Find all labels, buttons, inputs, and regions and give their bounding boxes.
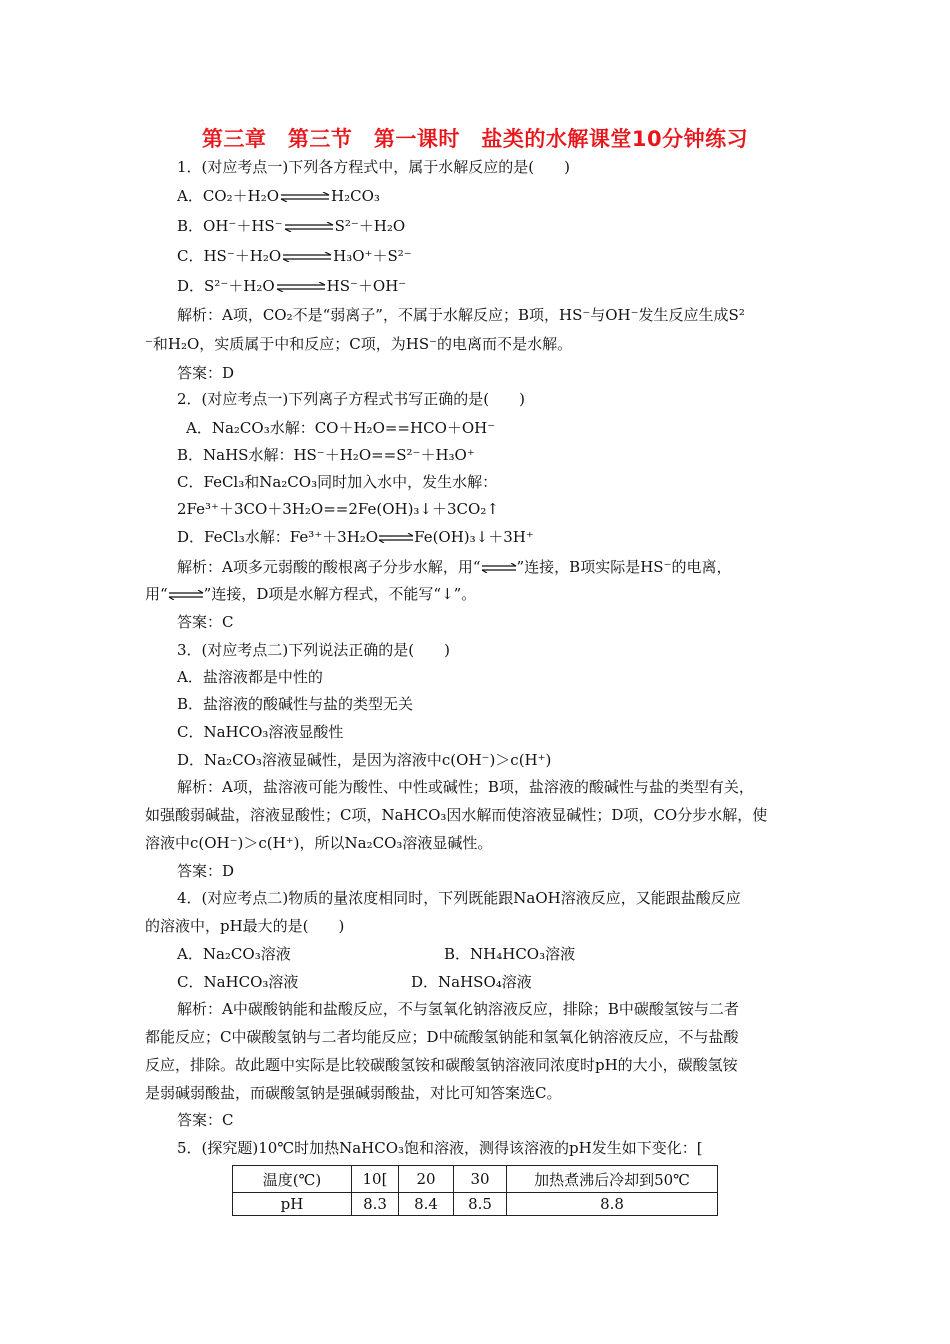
q4-option-a: A．Na₂CO₃溶液 [177,945,291,963]
q2-explanation-line-1 [177,557,731,577]
q2-answer: 答案：C [177,613,234,631]
q1-option-b-right: S²⁻＋H₂O [334,217,406,235]
q3-option-c: C．NaHCO₃溶液显酸性 [177,723,344,741]
q1-option-a [177,186,380,206]
table-header-cell: 10[ [352,1166,399,1193]
q1-option-c [177,246,412,266]
document-title: 第三章 第三节 第一课时 盐类的水解课堂10分钟练习 [201,127,749,151]
q1-option-d-left: D．S²⁻＋H₂O [177,277,275,295]
q2-option-d-right: Fe(OH)₃↓＋3H⁺ [414,528,534,546]
table-header-cell: 加热煮沸后冷却到50℃ [507,1166,718,1193]
q1-option-a-left: A．CO₂＋H₂O [177,187,280,205]
table-row [233,1193,718,1216]
q2-explanation-line-2 [145,584,476,604]
q1-explanation-line-2: ⁻和H₂O，实质属于中和反应；C项，为HS⁻的电离而不是水解。 [145,335,573,353]
q2-option-c-line-2: 2Fe³⁺＋3CO＋3H₂O==2Fe(OH)₃↓＋3CO₂↑ [177,500,499,518]
q2-stem: 2．(对应考点一)下列离子方程式书写正确的是( ) [177,390,525,408]
reversible-arrow-icon [276,282,326,292]
q3-explanation-line-2: 如强酸弱碱盐，溶液显酸性；C项，NaHCO₃因水解而使溶液显碱性；D项，CO分步水解，使 [145,806,768,824]
reversible-arrow-icon [378,533,414,543]
q3-explanation-line-1: 解析：A项，盐溶液可能为酸性、中性或碱性；B项，盐溶液的酸碱性与盐的类型有关， [177,778,754,796]
q2-option-d [177,527,534,547]
q1-answer: 答案：D [177,364,235,382]
q1-option-c-right: H₃O⁺＋S²⁻ [333,247,412,265]
q4-explanation-line-1: 解析：A中碳酸钠能和盐酸反应，不与氢氧化钠溶液反应，排除；B中碳酸氢铵与二者 [177,1000,739,1018]
q1-option-d-right: HS⁻＋OH⁻ [326,277,407,295]
q1-explanation-line-1: 解析：A项，CO₂不是“弱离子”，不属于水解反应；B项，HS⁻与OH⁻发生反应生成S² [177,306,745,324]
reversible-arrow-icon [280,192,330,202]
ph-temperature-table [232,1165,718,1216]
q2-exp1-part-a: 解析：A项多元弱酸的酸根离子分步水解，用“ [177,558,481,576]
table-header-cell: 30 [454,1166,507,1193]
q4-explanation-line-4: 是弱碱弱酸盐，而碳酸氢钠是强碱弱酸盐，对比可知答案选C。 [145,1084,562,1102]
q1-option-d [177,276,406,296]
q4-option-b: B．NH₄HCO₃溶液 [444,945,576,963]
q3-explanation-line-3: 溶液中c(OH⁻)＞c(H⁺)，所以Na₂CO₃溶液显碱性。 [145,834,493,852]
q1-stem: 1．(对应考点一)下列各方程式中，属于水解反应的是( ) [177,158,570,176]
q2-exp2-part-b: ”连接，D项是水解方程式，不能写“↓”。 [203,585,477,603]
q2-exp1-part-b: ”连接，B项实际是HS⁻的电离， [516,558,732,576]
table-cell: 8.8 [507,1193,718,1216]
reversible-arrow-icon [168,590,204,600]
table-header-cell: 20 [399,1166,454,1193]
q4-stem-line-1: 4．(对应考点二)物质的量浓度相同时，下列既能跟NaOH溶液反应，又能跟盐酸反应 [177,889,741,907]
table-header-cell: 温度(℃) [233,1166,352,1193]
q3-option-d: D．Na₂CO₃溶液显碱性，是因为溶液中c(OH⁻)＞c(H⁺) [177,751,552,769]
q4-explanation-line-2: 都能反应；C中碳酸氢钠与二者均能反应；D中硫酸氢钠能和氢氧化钠溶液反应，不与盐酸 [145,1028,739,1046]
q4-option-c: C．NaHCO₃溶液 [177,973,299,991]
q2-option-d-left: D．FeCl₃水解：Fe³⁺＋3H₂O [177,528,379,546]
q3-option-b: B．盐溶液的酸碱性与盐的类型无关 [177,695,414,713]
q1-option-b [177,216,405,236]
q4-option-d: D．NaHSO₄溶液 [411,973,532,991]
q3-answer: 答案：D [177,862,235,880]
q4-stem-line-2: 的溶液中，pH最大的是( ) [145,917,345,935]
reversible-arrow-icon [481,563,517,573]
q2-option-c-line-1: C．FeCl₃和Na₂CO₃同时加入水中，发生水解： [177,473,498,491]
q1-option-c-left: C．HS⁻＋H₂O [177,247,282,265]
q1-option-a-right: H₂CO₃ [331,187,380,205]
q2-option-b: B．NaHS水解：HS⁻＋H₂O==S²⁻＋H₃O⁺ [177,446,475,464]
q5-stem: 5．(探究题)10℃时加热NaHCO₃饱和溶液，测得该溶液的pH发生如下变化：[ [177,1139,703,1157]
table-header-row [233,1166,718,1193]
table-cell: 8.3 [352,1193,399,1216]
table-cell: 8.5 [454,1193,507,1216]
reversible-arrow-icon [282,252,332,262]
q2-option-a: A．Na₂CO₃水解：CO＋H₂O==HCO＋OH⁻ [186,419,496,437]
q1-option-b-left: B．OH⁻＋HS⁻ [177,217,283,235]
q2-exp2-part-a: 用“ [145,585,168,603]
q3-option-a: A．盐溶液都是中性的 [177,668,323,686]
table-cell: 8.4 [399,1193,454,1216]
q3-stem: 3．(对应考点二)下列说法正确的是( ) [177,641,450,659]
q4-explanation-line-3: 反应，排除。故此题中实际是比较碳酸氢铵和碳酸氢钠溶液同浓度时pH的大小，碳酸氢铵 [145,1056,738,1074]
reversible-arrow-icon [284,222,334,232]
q4-answer: 答案：C [177,1111,234,1129]
table-cell: pH [233,1193,352,1216]
